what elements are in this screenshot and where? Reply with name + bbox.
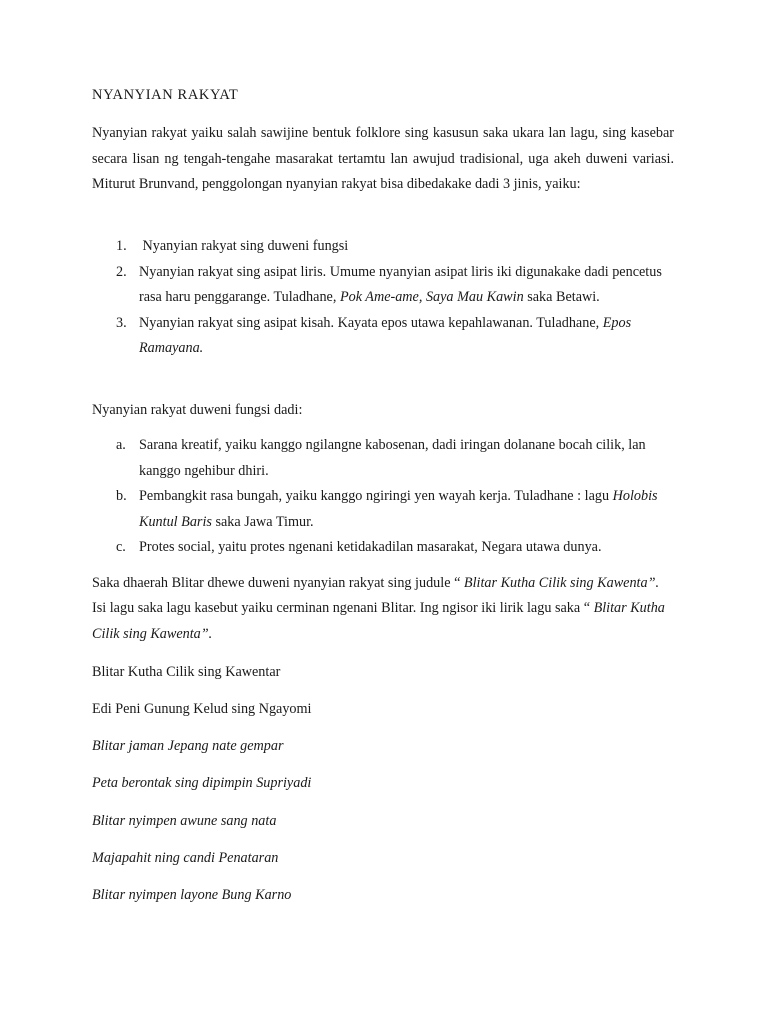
song-title: Blitar Kutha Cilik sing Kawenta”. bbox=[463, 575, 660, 591]
song-title: Blitar Kutha Cilik sing Kawenta”. bbox=[92, 600, 665, 642]
list-item bbox=[92, 484, 674, 535]
song-title: Pok Ame-ame, Saya Mau Kawin bbox=[339, 289, 524, 305]
lyric-line: Blitar nyimpen awune sang nata bbox=[92, 813, 277, 829]
lyric-line: Blitar jaman Jepang nate gempar bbox=[92, 738, 284, 754]
lyric-line: Edi Peni Gunung Kelud sing Ngayomi bbox=[92, 701, 312, 717]
list-item bbox=[92, 433, 674, 484]
list-marker: a. bbox=[116, 437, 126, 453]
list-item-text: Sarana kreatif, yaiku kanggo ngilangne kabosenan, dadi iringan dolanane bocah cilik, lan kanggo ngehibur dhiri. bbox=[139, 437, 646, 479]
list-marker: b. bbox=[116, 488, 127, 504]
types-list bbox=[92, 234, 674, 362]
document-page bbox=[92, 0, 674, 1024]
list-marker: c. bbox=[116, 539, 126, 555]
lyric-line: Peta berontak sing dipimpin Supriyadi bbox=[92, 775, 312, 791]
lyric-line: Blitar Kutha Cilik sing Kawentar bbox=[92, 664, 281, 680]
list-item-text-after: saka Jawa Timur. bbox=[211, 513, 314, 530]
blitar-text-2: Isi lagu saka lagu kasebut yaiku cerminan ngenani Blitar. Ing ngisor iki lirik lagu saka “ bbox=[92, 600, 594, 617]
list-item-text: Nyanyian rakyat sing asipat liris. Umume nyanyian asipat liris iki digunakake dadi pencetus rasa haru penggarange. Tuladhane, bbox=[139, 263, 662, 305]
list-marker: 3. bbox=[116, 314, 127, 331]
intro-paragraph: Nyanyian rakyat yaiku salah sawijine bentuk folklore sing kasusun saka ukara lan lagu, sing kasebar secara lisan ng tengah-tengahe masarakat tertamtu lan awujud tradisional, uga akeh duweni variasi. Miturut Brunvand, penggolongan nyanyian rakyat bisa dibedakake dadi 3 jinis, yaiku: bbox=[92, 125, 674, 192]
list-item-text: Nyanyian rakyat sing duweni fungsi bbox=[139, 238, 349, 254]
list-item bbox=[92, 234, 674, 260]
list-item bbox=[92, 311, 674, 362]
functions-list bbox=[92, 433, 674, 561]
list-item-text: Nyanyian rakyat sing asipat kisah. Kayata epos utawa kepahlawanan. Tuladhane, bbox=[139, 314, 603, 331]
list-marker: 2. bbox=[116, 263, 127, 280]
list-marker: 1. bbox=[116, 238, 127, 254]
functions-intro: Nyanyian rakyat duweni fungsi dadi: bbox=[92, 402, 303, 418]
lyric-line: Majapahit ning candi Penataran bbox=[92, 850, 279, 866]
song-title: Epos Ramayana. bbox=[139, 314, 632, 356]
list-item bbox=[92, 260, 674, 311]
blitar-paragraph bbox=[92, 571, 674, 647]
blitar-text-1: Saka dhaerah Blitar dhewe duweni nyanyian rakyat sing judule “ bbox=[92, 575, 464, 591]
list-item-text: Protes social, yaitu protes ngenani ketidakadilan masarakat, Negara utawa dunya. bbox=[139, 539, 602, 555]
lyric-line: Blitar nyimpen layone Bung Karno bbox=[92, 887, 292, 903]
song-title: Holobis Kuntul Baris bbox=[139, 488, 658, 530]
document-title: NYANYIAN RAKYAT bbox=[92, 87, 239, 103]
list-item-text: Pembangkit rasa bungah, yaiku kanggo ngiringi yen wayah kerja. Tuladhane : lagu bbox=[139, 488, 613, 504]
list-item-text-after: saka Betawi. bbox=[523, 289, 600, 305]
list-item bbox=[92, 535, 674, 561]
